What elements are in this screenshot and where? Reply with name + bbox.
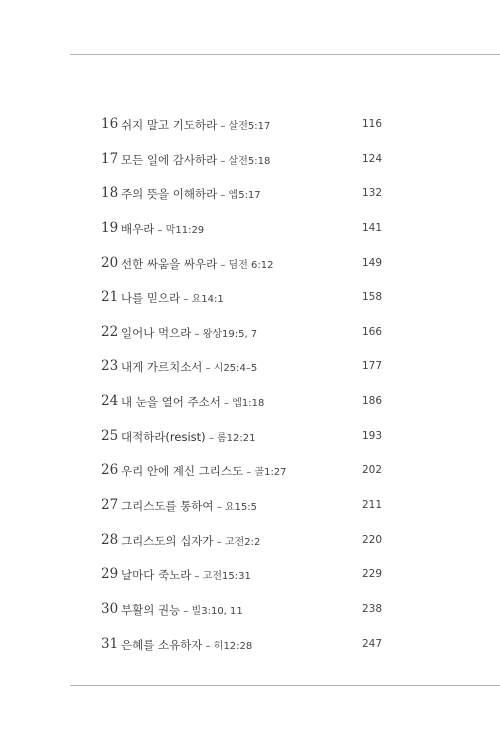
chapter-title-text: 부활의 권능 bbox=[121, 602, 181, 617]
chapter-title bbox=[121, 602, 243, 618]
chapter-title-text: 모든 일에 감사하라 bbox=[121, 152, 218, 167]
scripture-reference: – 살전5:18 bbox=[217, 155, 271, 167]
page-number: 158 bbox=[361, 291, 382, 304]
page-number: 132 bbox=[361, 187, 382, 200]
chapter-title-text: 그리스도의 십자가 bbox=[121, 533, 214, 548]
chapter-number: 28 bbox=[101, 531, 119, 548]
chapter-title-text: 대적하라(resist) bbox=[121, 429, 206, 444]
chapter-number: 22 bbox=[101, 323, 119, 340]
chapter-number: 29 bbox=[101, 566, 119, 583]
toc-entry[interactable] bbox=[0, 595, 500, 630]
toc-entry[interactable] bbox=[0, 526, 500, 561]
chapter-number: 19 bbox=[101, 219, 119, 236]
chapter-title-text: 내 눈을 열어 주소서 bbox=[121, 395, 221, 410]
chapter-number: 23 bbox=[101, 358, 119, 375]
toc-entry[interactable] bbox=[0, 352, 500, 387]
chapter-number: 26 bbox=[101, 462, 119, 479]
scripture-reference: – 딤전 6:12 bbox=[217, 259, 274, 271]
chapter-number: 17 bbox=[101, 150, 119, 167]
chapter-title-text: 우리 안에 계신 그리스도 bbox=[121, 464, 244, 479]
page-number: 247 bbox=[361, 637, 382, 650]
toc-entry[interactable] bbox=[0, 422, 500, 457]
page-number: 149 bbox=[361, 256, 382, 269]
chapter-title bbox=[121, 394, 264, 410]
bottom-rule bbox=[70, 685, 500, 686]
toc-entry[interactable] bbox=[0, 283, 500, 318]
chapter-title-text: 그리스도를 통하여 bbox=[121, 499, 214, 514]
toc-entry[interactable] bbox=[0, 456, 500, 491]
chapter-title-text: 내게 가르치소서 bbox=[121, 360, 203, 375]
page-number: 166 bbox=[361, 325, 382, 338]
scripture-reference: – 요15:5 bbox=[213, 502, 258, 514]
chapter-title bbox=[121, 290, 224, 306]
page-number: 193 bbox=[361, 429, 382, 442]
page-number: 116 bbox=[361, 118, 382, 130]
scripture-reference: – 왕상19:5, 7 bbox=[191, 328, 258, 340]
chapter-title bbox=[121, 325, 257, 341]
chapter-title bbox=[121, 117, 270, 133]
chapter-title-text: 날마다 죽노라 bbox=[121, 568, 192, 583]
chapter-title-text: 은혜를 소유하자 bbox=[121, 637, 203, 652]
page-number: 141 bbox=[361, 221, 382, 234]
page-number: 124 bbox=[361, 152, 382, 165]
chapter-title bbox=[121, 463, 287, 479]
chapter-number: 16 bbox=[101, 116, 119, 132]
chapter-number: 25 bbox=[101, 427, 119, 444]
chapter-title bbox=[121, 256, 274, 272]
page-number: 177 bbox=[361, 360, 382, 373]
toc-entry[interactable] bbox=[0, 387, 500, 422]
scripture-reference: – 막11:29 bbox=[154, 224, 205, 236]
toc-entry[interactable] bbox=[0, 630, 500, 665]
toc-entry[interactable] bbox=[0, 318, 500, 353]
toc-entry[interactable] bbox=[0, 560, 500, 595]
chapter-number: 31 bbox=[101, 635, 119, 652]
scripture-reference: – 요14:1 bbox=[180, 294, 224, 306]
chapter-title-text: 배우라 bbox=[121, 221, 155, 236]
chapter-title bbox=[121, 152, 270, 168]
toc-entry[interactable] bbox=[0, 145, 500, 180]
chapter-title bbox=[121, 567, 251, 583]
chapter-title-text: 일어나 먹으라 bbox=[121, 325, 192, 340]
chapter-number: 21 bbox=[101, 289, 119, 306]
chapter-title bbox=[121, 429, 256, 445]
scripture-reference: – 살전5:17 bbox=[217, 121, 271, 132]
scripture-reference: – 롬12:21 bbox=[205, 432, 256, 444]
toc-entry[interactable] bbox=[0, 491, 500, 526]
page-number: 202 bbox=[361, 464, 382, 477]
scripture-reference: – 빌3:10, 11 bbox=[180, 605, 243, 617]
chapter-number: 27 bbox=[101, 497, 119, 514]
chapter-title-text: 나를 믿으라 bbox=[121, 291, 181, 306]
chapter-title-text: 쉬지 말고 기도하라 bbox=[121, 118, 218, 132]
page-number: 229 bbox=[361, 568, 382, 581]
chapter-number: 18 bbox=[101, 185, 119, 202]
page-number: 238 bbox=[361, 602, 382, 615]
chapter-title bbox=[121, 637, 252, 653]
scripture-reference: – 엡5:17 bbox=[217, 190, 261, 202]
top-rule bbox=[70, 54, 500, 55]
chapter-title bbox=[121, 359, 257, 375]
scripture-reference: – 엡1:18 bbox=[220, 398, 265, 410]
chapter-title bbox=[121, 533, 260, 549]
table-of-contents bbox=[0, 110, 500, 664]
chapter-title bbox=[121, 221, 204, 237]
scripture-reference: – 고전15:31 bbox=[191, 571, 251, 583]
page-number: 211 bbox=[361, 499, 382, 512]
toc-entry[interactable] bbox=[0, 110, 500, 145]
toc-entry[interactable] bbox=[0, 214, 500, 249]
chapter-title-text: 선한 싸움을 싸우라 bbox=[121, 256, 218, 271]
scripture-reference: – 시25:4–5 bbox=[202, 363, 258, 375]
scripture-reference: – 고전2:2 bbox=[213, 536, 261, 548]
chapter-title bbox=[121, 498, 257, 514]
page-number: 186 bbox=[361, 395, 382, 408]
chapter-title-text: 주의 뜻을 이해하라 bbox=[121, 187, 218, 202]
chapter-number: 30 bbox=[101, 600, 119, 617]
chapter-title bbox=[121, 186, 261, 202]
chapter-number: 24 bbox=[101, 393, 119, 410]
page-number: 220 bbox=[361, 533, 382, 546]
chapter-number: 20 bbox=[101, 254, 119, 271]
toc-entry[interactable] bbox=[0, 249, 500, 284]
toc-entry[interactable] bbox=[0, 179, 500, 214]
scripture-reference: – 골1:27 bbox=[243, 467, 287, 479]
scripture-reference: – 히12:28 bbox=[202, 640, 253, 652]
